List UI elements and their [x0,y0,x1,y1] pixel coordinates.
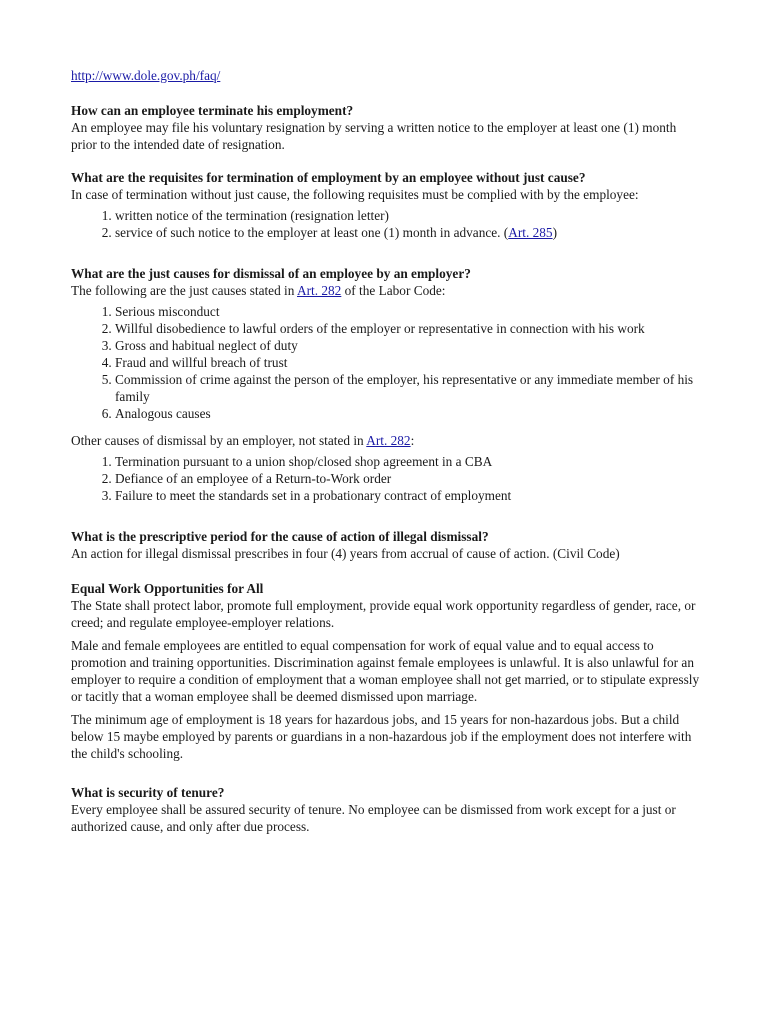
section-just-causes [71,265,701,504]
list-item: 6. Analogous causes [115,405,701,422]
section-heading: Equal Work Opportunities for All [71,581,264,596]
section-requisites [71,169,701,241]
answer-text: In case of termination without just cause, the following requisites must be complied with by the employee: [71,187,639,202]
art-282-link[interactable]: Art. 282 [297,283,342,298]
question-heading: What are the just causes for dismissal of an employee by an employer? [71,266,471,281]
list-item: 2. Defiance of an employee of a Return-to-Work order [115,470,701,487]
section-equal-work [71,580,701,762]
list-item: 4. Fraud and willful breach of trust [115,354,701,371]
question-heading: How can an employee terminate his employment? [71,103,354,118]
list-item: 2. service of such notice to the employer at least one (1) month in advance. (Art. 285) [115,224,701,241]
list-item: 5. Commission of crime against the person of the employer, his representative or any immediate member of his family [115,371,701,405]
answer-text: Every employee shall be assured security of tenure. No employee can be dismissed from work except for a just or authorized cause, and only after due process. [71,802,676,834]
other-causes-list [71,453,701,504]
question-heading: What is the prescriptive period for the cause of action of illegal dismissal? [71,529,489,544]
art-285-link[interactable]: Art. 285 [508,225,553,240]
list-item: 1. Termination pursuant to a union shop/closed shop agreement in a CBA [115,453,701,470]
question-heading: What are the requisites for termination of employment by an employee without just cause? [71,170,586,185]
section-terminate [71,102,701,153]
section-prescriptive [71,528,701,562]
paragraph: Male and female employees are entitled to equal compensation for work of equal value and to equal access to promotion and training opportunities. Discrimination against female employees is unlawful. It is also unlawful for an employer to require a condition of employment that a woman employee shall not get married, or to stipulate expressly or tacitly that a woman employee shall be deemed dismissed upon marriage. [71,638,700,704]
list-item: 1. written notice of the termination (resignation letter) [115,207,701,224]
list-item: 2. Willful disobedience to lawful orders of the employer or representative in connection with his work [115,320,701,337]
question-heading: What is security of tenure? [71,785,225,800]
paragraph: The State shall protect labor, promote full employment, provide equal work opportunity regardless of gender, race, or creed; and regulate employee-employer relations. [71,598,696,630]
just-causes-list [71,303,701,422]
answer-text: An action for illegal dismissal prescribes in four (4) years from accrual of cause of action. (Civil Code) [71,546,620,561]
list-item: 3. Gross and habitual neglect of duty [115,337,701,354]
answer-text: The following are the just causes stated in Art. 282 of the Labor Code: [71,283,446,298]
list-item: 1. Serious misconduct [115,303,701,320]
list-item: 3. Failure to meet the standards set in a probationary contract of employment [115,487,701,504]
source-link[interactable]: http://www.dole.gov.ph/faq/ [71,68,221,83]
answer-text: An employee may file his voluntary resignation by serving a written notice to the employer at least one (1) month prior to the intended date of resignation. [71,120,677,152]
document-page [71,67,701,851]
section-security-tenure [71,784,701,835]
paragraph: The minimum age of employment is 18 years for hazardous jobs, and 15 years for non-hazardous jobs. But a child below 15 maybe employed by parents or guardians in a non-hazardous job if the employment does not interfere with the child's schooling. [71,712,692,761]
requisites-list [71,207,701,241]
art-282-link[interactable]: Art. 282 [366,433,411,448]
answer-text: Other causes of dismissal by an employer, not stated in Art. 282: [71,433,415,448]
